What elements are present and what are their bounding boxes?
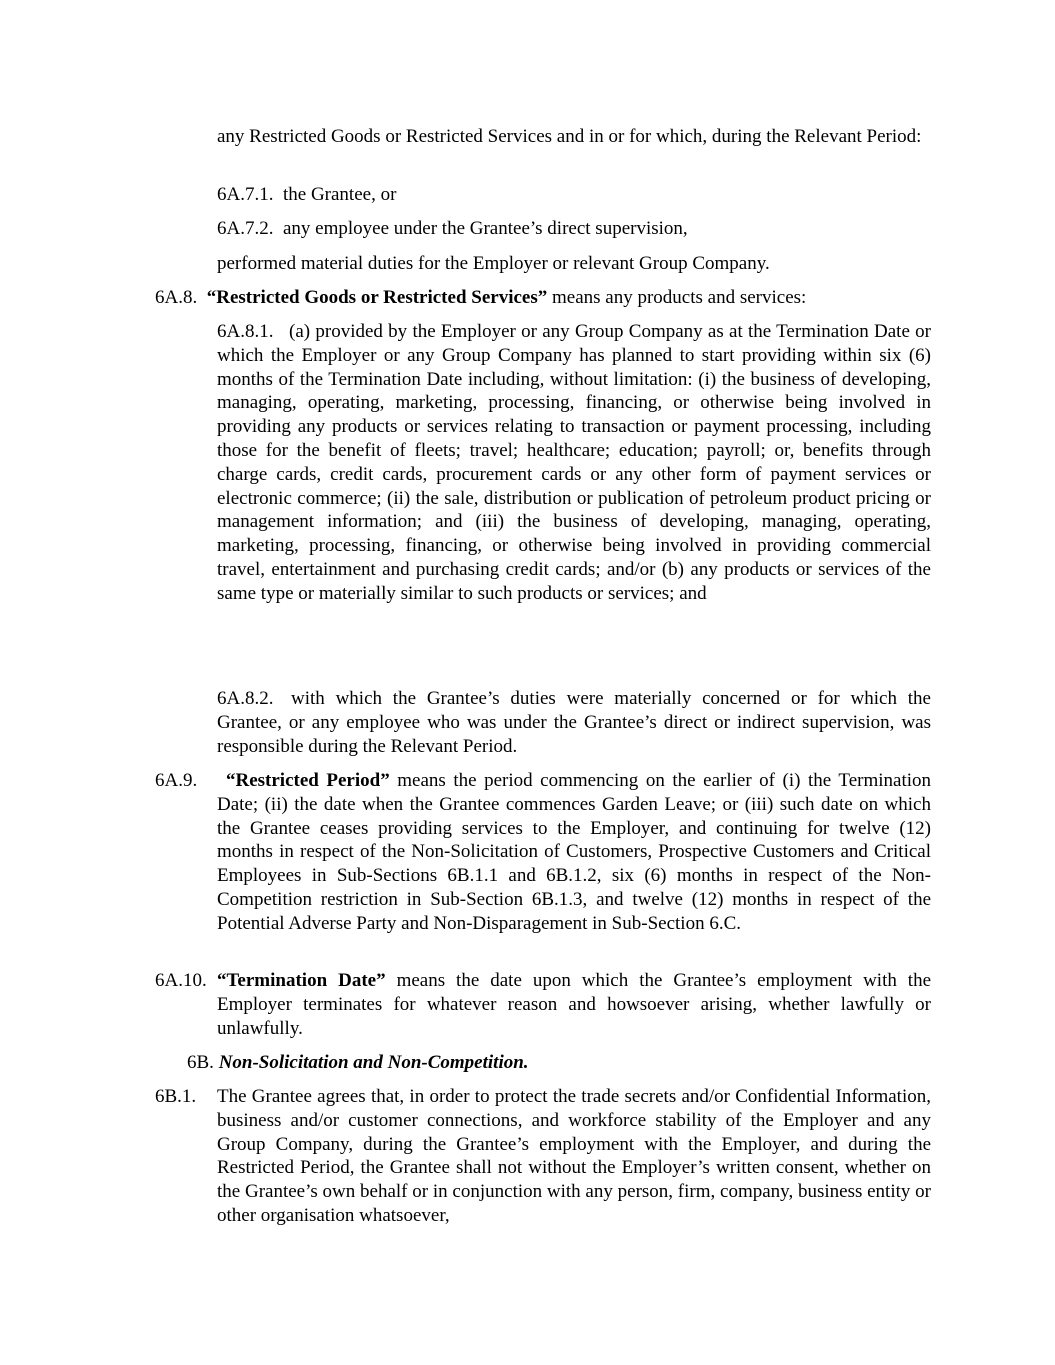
clause-text: means the date upon which the Grantee’s employment with the Employer terminates for whatever reason and howsoever arising, whether lawfully or unlawfully. <box>217 970 932 1039</box>
clause-text: any employee under the Grantee’s direct supervision, <box>282 218 688 239</box>
clause-body <box>145 320 931 606</box>
clause-6a8-2 <box>217 687 931 758</box>
clause-number: 6B.1. <box>155 1086 197 1107</box>
clause-body <box>155 969 931 1040</box>
clause-number: 6A.8. <box>155 287 198 308</box>
clause-tail-text: performed material duties for the Employer or relevant Group Company. <box>217 253 770 274</box>
clause-number: 6A.8.1. <box>217 321 274 342</box>
clause-6a8-1 <box>217 320 931 606</box>
clause-text: means the period commencing on the earlier of (i) the Termination Date; (ii) the date when the Grantee commences Garden Leave; or (iii) such date on which the Grantee ceases providing services to the Employer, and continuing for twelve (12) months in respect of the Non-Solicitation of Customers, Prospective Customers and Critical Employees in Sub-Sections 6B.1.1 and 6B.1.2, six (6) months in respect of the Non-Competition restriction in Sub-Section 6B.1.3, and twelve (12) months in respect of the Potential Adverse Party and Non-Disparagement in Sub-Section 6.C. <box>217 770 932 934</box>
clause-text: (a) provided by the Employer or any Group Company as at the Termination Date or which the Employer or any Group Company has planned to start providing within six (6) months of the Termination Date including, without limitation: (i) the business of developing, managing, operating, marketing, processing, financing, or otherwise being involved in providing any products or services relating to transaction or payment processing, including those for the benefit of fleets; travel; healthcare; education; payroll; or, benefits through charge cards, credit cards, procurement cards or any other form of payment services or electronic commerce; (ii) the sale, distribution or publication of petroleum product pricing or management information; and (iii) the business of developing, managing, operating, marketing, processing, financing, or otherwise being involved in providing commercial travel, entertainment and purchasing credit cards; and/or (b) any products or services of the same type or materially similar to such products or services; and <box>217 321 931 604</box>
clause-text: the Grantee, or <box>282 184 397 205</box>
clause-body <box>155 1085 931 1228</box>
clause-number: 6A.7.2. <box>217 218 274 239</box>
defined-term: “Restricted Period” <box>226 770 390 791</box>
section-heading-6b <box>187 1051 931 1075</box>
defined-term: “Restricted Goods or Restricted Services” <box>206 287 548 308</box>
clause-6a9 <box>155 769 931 936</box>
clause-number: 6A.8.2. <box>217 688 274 709</box>
clause-text: The Grantee agrees that, in order to protect the trade secrets and/or Confidential Information, business and/or customer connections, and workforce stability of the Employer and any Group Company, during the Grantee’s employment with the Employer, and during the Restricted Period, the Grantee shall not without the Employer’s written consent, whether on the Grantee’s own behalf or in conjunction with any person, firm, company, business entity or other organisation whatsoever, <box>217 1086 931 1226</box>
clause-6a8 <box>155 286 931 310</box>
intro-continuation-paragraph <box>217 125 931 149</box>
clause-number: 6A.10. <box>155 970 207 991</box>
intro-continuation-text: any Restricted Goods or Restricted Services and in or for which, during the Relevant Period: <box>217 126 922 147</box>
clause-6b1 <box>155 1085 931 1228</box>
clause-6a10 <box>155 969 931 1040</box>
clause-body <box>155 769 931 936</box>
clause-text: means any products and services: <box>551 287 807 308</box>
clause-number: 6A.9. <box>155 770 198 791</box>
clause-6a7-2 <box>217 217 931 241</box>
clause-number: 6A.7.1. <box>217 184 274 205</box>
section-number: 6B. <box>187 1052 214 1073</box>
section-title: Non-Solicitation and Non-Competition. <box>218 1052 529 1073</box>
clause-6a7-tail <box>217 252 931 276</box>
defined-term: “Termination Date” <box>217 970 386 991</box>
clause-text: with which the Grantee’s duties were materially concerned or for which the Grantee, or any employee who was under the Grantee’s direct or indirect supervision, was responsible during the Relevant Period. <box>217 688 931 757</box>
clause-6a7-1 <box>217 183 931 207</box>
